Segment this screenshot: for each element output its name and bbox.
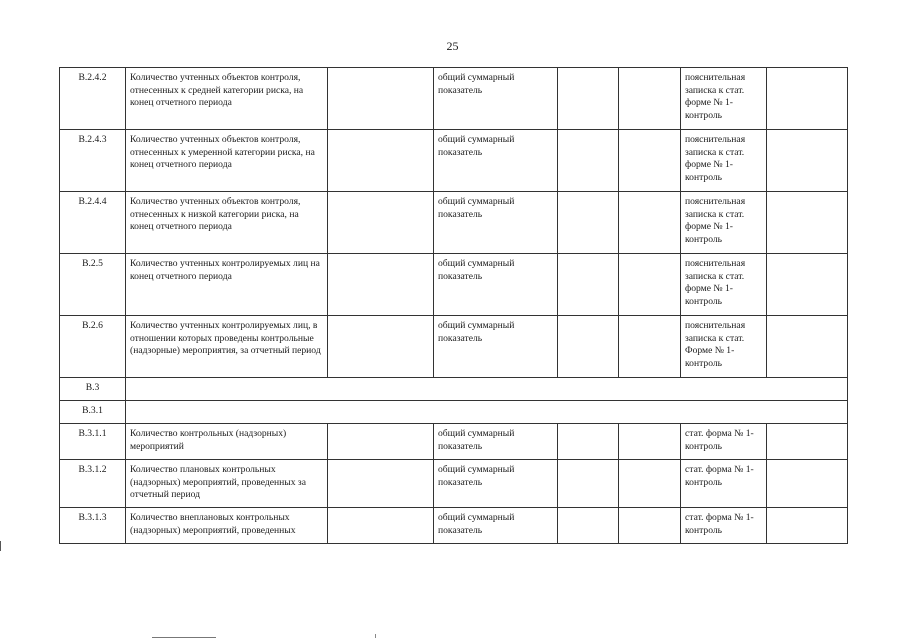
section-blank bbox=[126, 401, 848, 424]
empty-cell bbox=[619, 192, 681, 254]
empty-cell bbox=[767, 130, 848, 192]
row-indicator: общий суммарный показатель bbox=[434, 254, 558, 316]
empty-cell bbox=[619, 316, 681, 378]
empty-cell bbox=[558, 460, 619, 508]
footnote-rule bbox=[152, 637, 216, 638]
row-code: В.2.6 bbox=[60, 316, 126, 378]
row-source: стат. форма № 1-контроль bbox=[681, 424, 767, 460]
indicators-table bbox=[59, 67, 848, 544]
table-row bbox=[60, 254, 848, 316]
empty-cell bbox=[619, 424, 681, 460]
empty-cell bbox=[328, 192, 434, 254]
table-row bbox=[60, 460, 848, 508]
empty-cell bbox=[558, 254, 619, 316]
row-source: пояснительная записка к стат. форме № 1-контроль bbox=[681, 68, 767, 130]
row-source: пояснительная записка к стат. форме № 1-контроль bbox=[681, 130, 767, 192]
scan-tick-mark bbox=[375, 634, 376, 638]
empty-cell bbox=[619, 130, 681, 192]
scan-margin-mark bbox=[0, 541, 1, 551]
row-source: пояснительная записка к стат. Форме № 1-контроль bbox=[681, 316, 767, 378]
table-row bbox=[60, 192, 848, 254]
empty-cell bbox=[767, 316, 848, 378]
row-indicator: общий суммарный показатель bbox=[434, 508, 558, 544]
empty-cell bbox=[328, 316, 434, 378]
row-name: Количество учтенных объектов контроля, отнесенных к низкой категории риска, на конец отчетного периода bbox=[126, 192, 328, 254]
row-source: стат. форма № 1-контроль bbox=[681, 460, 767, 508]
row-code: В.3.1.1 bbox=[60, 424, 126, 460]
section-blank bbox=[126, 378, 848, 401]
row-indicator: общий суммарный показатель bbox=[434, 460, 558, 508]
row-source: пояснительная записка к стат. форме № 1-контроль bbox=[681, 254, 767, 316]
empty-cell bbox=[767, 508, 848, 544]
empty-cell bbox=[328, 508, 434, 544]
empty-cell bbox=[767, 460, 848, 508]
row-code: В.3.1.2 bbox=[60, 460, 126, 508]
row-name: Количество контрольных (надзорных) мероприятий bbox=[126, 424, 328, 460]
empty-cell bbox=[328, 424, 434, 460]
table-row bbox=[60, 68, 848, 130]
section-code: В.3 bbox=[60, 378, 126, 401]
row-source: стат. форма № 1-контроль bbox=[681, 508, 767, 544]
row-indicator: общий суммарный показатель bbox=[434, 316, 558, 378]
empty-cell bbox=[619, 68, 681, 130]
table-row bbox=[60, 424, 848, 460]
page-number: 25 bbox=[446, 39, 459, 53]
empty-cell bbox=[328, 254, 434, 316]
row-name: Количество внеплановых контрольных (надзорных) мероприятий, проведенных bbox=[126, 508, 328, 544]
row-name: Количество учтенных объектов контроля, отнесенных к средней категории риска, на конец отчетного периода bbox=[126, 68, 328, 130]
empty-cell bbox=[558, 316, 619, 378]
empty-cell bbox=[619, 508, 681, 544]
section-row bbox=[60, 401, 848, 424]
empty-cell bbox=[767, 424, 848, 460]
table-row bbox=[60, 130, 848, 192]
section-code: В.3.1 bbox=[60, 401, 126, 424]
row-indicator: общий суммарный показатель bbox=[434, 68, 558, 130]
row-indicator: общий суммарный показатель bbox=[434, 130, 558, 192]
empty-cell bbox=[619, 254, 681, 316]
section-row bbox=[60, 378, 848, 401]
empty-cell bbox=[558, 508, 619, 544]
row-name: Количество учтенных контролируемых лиц на конец отчетного периода bbox=[126, 254, 328, 316]
row-name: Количество учтенных контролируемых лиц, в отношении которых проведены контрольные (надзорные) мероприятия, за отчетный период bbox=[126, 316, 328, 378]
row-name: Количество плановых контрольных (надзорных) мероприятий, проведенных за отчетный период bbox=[126, 460, 328, 508]
empty-cell bbox=[767, 254, 848, 316]
empty-cell bbox=[619, 460, 681, 508]
empty-cell bbox=[328, 460, 434, 508]
empty-cell bbox=[328, 130, 434, 192]
row-code: В.2.4.2 bbox=[60, 68, 126, 130]
table-row bbox=[60, 508, 848, 544]
empty-cell bbox=[558, 130, 619, 192]
empty-cell bbox=[558, 68, 619, 130]
table-row bbox=[60, 316, 848, 378]
row-source: пояснительная записка к стат. форме № 1-контроль bbox=[681, 192, 767, 254]
empty-cell bbox=[558, 192, 619, 254]
empty-cell bbox=[767, 68, 848, 130]
empty-cell bbox=[558, 424, 619, 460]
row-code: В.2.4.4 bbox=[60, 192, 126, 254]
row-code: В.2.4.3 bbox=[60, 130, 126, 192]
empty-cell bbox=[328, 68, 434, 130]
row-indicator: общий суммарный показатель bbox=[434, 424, 558, 460]
row-indicator: общий суммарный показатель bbox=[434, 192, 558, 254]
row-name: Количество учтенных объектов контроля, отнесенных к умеренной категории риска, на конец отчетного периода bbox=[126, 130, 328, 192]
row-code: В.2.5 bbox=[60, 254, 126, 316]
empty-cell bbox=[767, 192, 848, 254]
row-code: В.3.1.3 bbox=[60, 508, 126, 544]
